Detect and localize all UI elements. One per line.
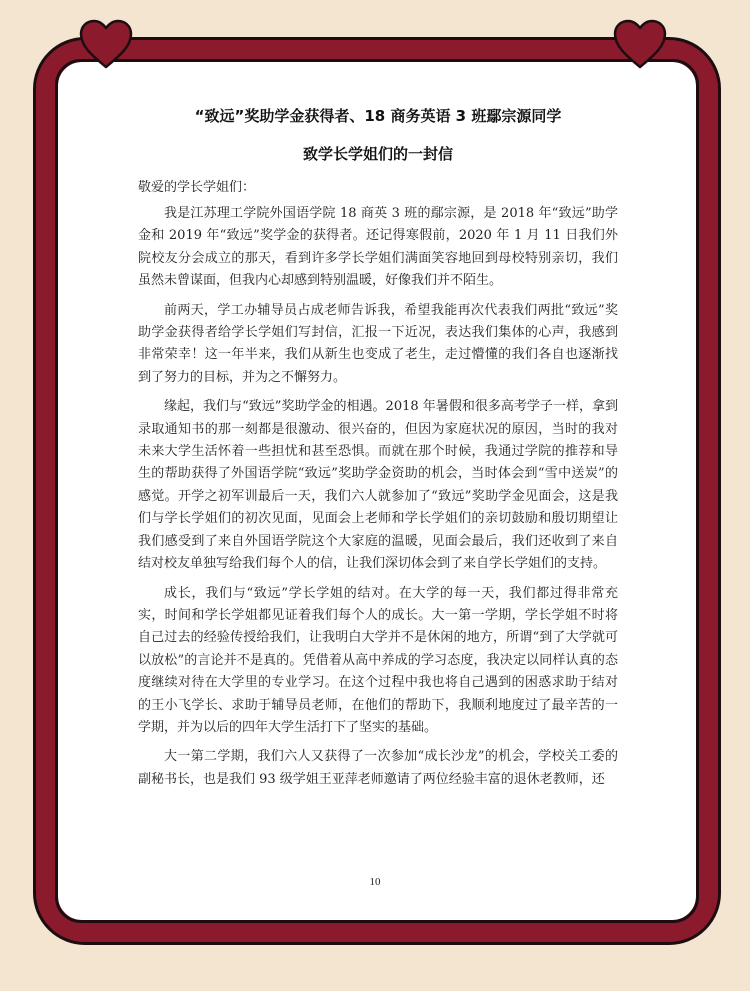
letter-subtitle: 致学长学姐们的一封信 (302, 145, 453, 163)
letter-body (138, 203, 618, 791)
heart-icon (612, 18, 668, 70)
letter-title: “致远”奖助学金获得者、18 商务英语 3 班鄢宗源同学 (194, 107, 562, 125)
page-number: 10 (369, 876, 381, 888)
paragraph: 大一第二学期，我们六人又获得了一次参加“成长沙龙”的机会，学校关工委的副秘书长，也是我们 93 级学姐王亚萍老师邀请了两位经验丰富的退休老教师，还 (138, 749, 618, 787)
letter-greeting: 敬爱的学长学姐们： (138, 180, 256, 195)
letter-content (138, 103, 618, 798)
heart-icon (78, 18, 134, 70)
paragraph: 缘起，我们与“致远”奖助学金的相遇。2018 年暑假和很多高考学子一样，拿到录取通知书的那一刻都是很激动、很兴奋的，但因为家庭状况的原因，当时的我对未来大学生活怀着一些担忧和甚至恐惧。而就在那个时候，我通过学院的推荐和导生的帮助获得了外国语学院“致远”奖助学金资助的机会，当时体会到“雪中送炭”的感觉。开学之初军训最后一天，我们六人就参加了“致远”奖助学金见面会，这是我们与学长学姐们的初次见面，见面会上老师和学长学姐们的亲切鼓励和殷切期望让我们感受到了来自外国语学院这个大家庭的温暖，见面会最后，我们还收到了来自结对校友单独写给我们每个人的信，让我们深切体会到了来自学长学姐们的支持。 (138, 399, 618, 572)
paragraph: 我是江苏理工学院外国语学院 18 商英 3 班的鄢宗源，是 2018 年“致远”助学金和 2019 年“致远”奖学金的获得者。还记得寒假前，2020 年 1 月 11 日我们外院校友分会成立的那天，看到许多学长学姐们满面笑容地回到母校特别亲切，我们虽然未曾谋面，但我内心却感到特别温暖，好像我们并不陌生。 (138, 206, 618, 289)
paragraph: 成长，我们与“致远”学长学姐的结对。在大学的每一天，我们都过得非常充实，时间和学长学姐都见证着我们每个人的成长。大一第一学期，学长学姐不时将自己过去的经验传授给我们，让我明白大学并不是休闲的地方，所谓“到了大学就可以放松”的言论并不是真的。凭借着从高中养成的学习态度，我决定以同样认真的态度继续对待在大学里的专业学习。在这个过程中我也将自己遇到的困惑求助于结对的王小飞学长、求助于辅导员老师，在他们的帮助下，我顺利地度过了最辛苦的一学期，并为以后的四年大学生活打下了坚实的基础。 (138, 585, 618, 735)
paragraph: 前两天，学工办辅导员占成老师告诉我，希望我能再次代表我们两批“致远”奖助学金获得者给学长学姐们写封信，汇报一下近况，表达我们集体的心声，我感到非常荣幸！这一年半来，我们从新生也变成了老生，走过懵懂的我们各自也逐渐找到了努力的目标，并为之不懈努力。 (138, 302, 618, 385)
